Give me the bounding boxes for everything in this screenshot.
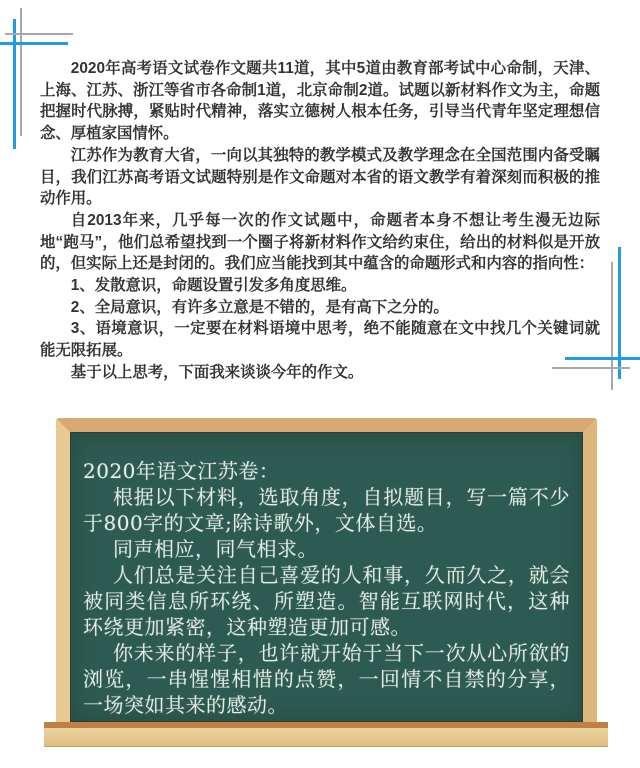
chalk-paragraph: 你未来的样子，也许就开始于当下一次从心所欲的浏览，一串惺惺相惜的点赞，一回情不自禁的分享，一场突如其来的感动。 [83,641,570,717]
blackboard-illustration [44,418,608,747]
article-list-item: 3、语境意识，一定要在材料语境中思考，绝不能随意在文中找几个关键词就能无限拓展。 [40,320,600,360]
chalk-text [83,458,570,718]
decor-line-vertical-gray-topleft [20,8,22,136]
blackboard-tray [44,728,608,747]
article-paragraph: 自2013年来，几乎每一次的作文试题中，命题者本身不想让考生漫无边际地“跑马”，他们总希望找到一个圈子将新材料作文给约束住，给出的材料似是开放的，但实际上还是封闭的。我们应当能找到其中蕴含的命题形式和内容的指向性： [40,211,600,273]
decor-line-vertical-blue-topleft [13,19,16,149]
article-paragraph: 基于以上思考，下面我来谈谈今年的作文。 [70,363,364,381]
decor-line-vertical-gray-right [611,262,613,390]
article-list-item: 1、发散意识，命题设置引发多角度思维。 [70,277,357,295]
decor-line-horizontal-gray-topleft [5,33,73,35]
chalk-title: 2020年语文江苏卷： [83,459,280,483]
article-list-item: 2、全局意识，有许多立意是不错的，是有高下之分的。 [70,298,449,316]
blackboard-frame [56,418,597,722]
chalk-paragraph: 人们总是关注自己喜爱的人和事，久而久之，就会被同类信息所环绕、所塑造。智能互联网时代，这种环绕更加紧密，这种塑造更加可感。 [83,563,570,639]
article-paragraph: 2020年高考语文试卷作文题共11道，其中5道由教育部考试中心命制，天津、上海、江苏、浙江等省市各命制1道，北京命制2道。试题以新材料作文为主，命题把握时代脉搏，紧贴时代精神，落实立德树人根本任务，引导当代青年坚定理想信念、厚植家国情怀。 [40,60,600,143]
article-paragraph: 江苏作为教育大省，一向以其独特的教学模式及教学理念在全国范围内备受瞩目，我们江苏高考语文试题特别是作文命题对本省的语文教学有着深刻而积极的推动作用。 [40,146,600,208]
chalk-paragraph: 根据以下材料，选取角度，自拟题目，写一篇不少于800字的文章;除诗歌外，文体自选。 [83,485,570,535]
blackboard-surface [70,432,583,722]
article-body [40,58,600,384]
chalk-paragraph: 同声相应，同气相求。 [113,537,318,561]
decor-line-horizontal-blue-topleft [0,42,68,45]
